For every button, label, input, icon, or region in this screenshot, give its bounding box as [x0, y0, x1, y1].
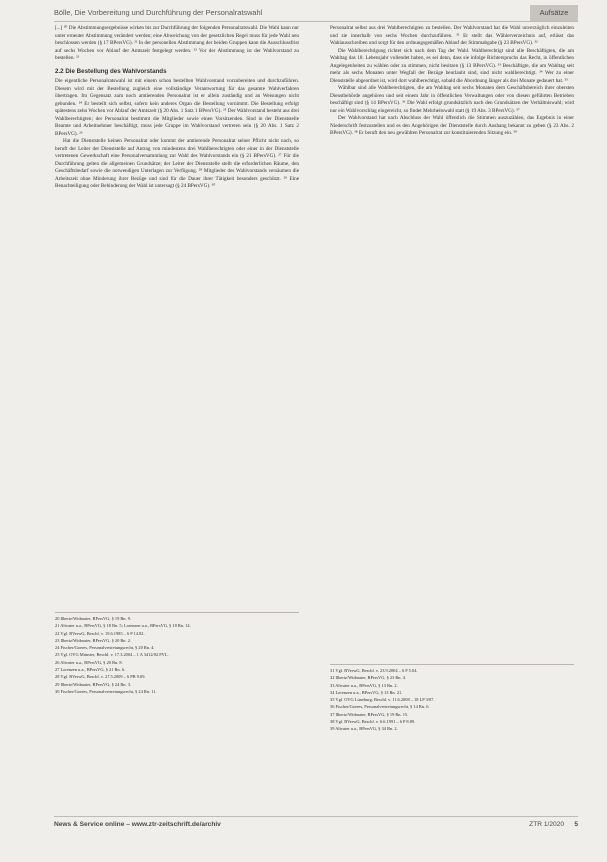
intro-paragraph: [...] ²⁰ Die Abstimmungsergebnisse wirken bis zur Durchführung der folgenden Personalratswahl. Die Wahl kann nur unter erneuter Abstimmung verändert werden; eine Abweichung von der gesetzlichen Regel muss für jede Wahl neu beschlossen werden (§ 17 BPersVG). ²¹ In der personellen Abstimmung der beiden Gruppen kann die Ausschlussfrist auf sechs Wochen vor Ablauf der Amtszeit festgelegt werden. ²² Vor der Abstimmung ist der Wahlvorstand zu bestellen. ²³: [55, 25, 299, 61]
footnote: 28 Vgl. BVerwG, Beschl. v. 27.5.2009 – 6 PB 9.09.: [55, 674, 146, 680]
footnote: 39 Altvater u.a., BPersVG, § 34 Rn. 2.: [330, 726, 398, 732]
footnote: 37 Ilbertz/Widmaier, BPersVG, § 19 Rn. 15.: [330, 711, 409, 717]
footnote: 34 Lorenzen u.a., BPersVG, § 13 Rn. 21.: [330, 689, 403, 695]
footnote: 30 Fischer/Goeres, Personalvertretungsrecht, § 24 Rn. 11.: [55, 688, 157, 694]
running-footer: [54, 816, 578, 833]
section-tab: Aufsätze: [530, 5, 578, 21]
footnote: 29 Ilbertz/Widmaier, BPersVG, § 24 Rn. 3.: [55, 681, 131, 687]
running-header: [54, 5, 578, 22]
footnote: 38 Vgl. BVerwG, Beschl. v. 6.6.1991 – 6 P 8.89.: [330, 719, 416, 725]
header-title: Bölle, Die Vorbereitung und Durchführung der Personalratswahl: [54, 8, 263, 17]
body-paragraph: Der Wahlvorstand hat nach Abschluss der Wahl öffentlich die Stimmen auszuzählen, das Ergebnis in einer Niederschrift festzustellen und es den Angehörigen der Dienststelle durch Aushang bekannt zu geben (§ 23 Abs. 2 BPersVG). ³⁸ Er beruft den neu gewählten Personalrat zur konstituierenden Sitzung ein. ³⁹: [330, 115, 574, 136]
archive-link[interactable]: News & Service online – www.ztr-zeitschrift.de/archiv: [54, 821, 221, 828]
footnote: 27 Lorenzen u.a., BPersVG, § 21 Rn. 6.: [55, 667, 126, 673]
footnote: 35 Vgl. OVG Lüneburg, Beschl. v. 11.6.2008 – 18 LP 3/07.: [330, 697, 435, 703]
body-paragraph: Die Wahlberechtigung richtet sich nach dem Tag der Wahl. Wahlberechtigt sind alle Beschäftigten, die am Wahltag das 18. Lebensjahr vollendet haben, es sei denn, dass sie infolge Richterspruchs das Recht, in öffentlichen Angelegenheiten zu wählen oder zu stimmen, nicht besitzen (§ 13 BPersVG). ³³ Beschäftigte, die am Wahltag seit mehr als sechs Monaten unter Wegfall der Bezüge beurlaubt sind, sind nicht wahlberechtigt. ³⁴ Wer zu einer Dienststelle abgeordnet ist, wird dort wahlberechtigt, sobald die Abordnung länger als drei Monate gedauert hat. ³⁵: [330, 47, 574, 84]
issue-label: ZTR 1/2020: [529, 821, 564, 828]
footnote: 26 Altvater u.a., BPersVG, § 20 Rn. 8.: [55, 659, 123, 665]
footnote: 32 Ilbertz/Widmaier, BPersVG, § 23 Rn. 4.: [330, 675, 406, 681]
footnote: 24 Fischer/Goeres, Personalvertretungsrecht, § 20 Rn. 4.: [55, 645, 155, 651]
footnotes-left: [55, 612, 299, 696]
page-number: 5: [574, 821, 578, 828]
footnote: 25 Vgl. OVG Münster, Beschl. v. 17.3.2004 – 1 A 3412/02.PVL.: [55, 652, 169, 658]
body-paragraph: Personalrat selbst aus drei Wahlberechtigten zu bestellen. Der Wahlvorstand hat die Wahl unverzüglich einzuleiten und sie innerhalb von sechs Wochen durchzuführen. ³¹ Er stellt das Wählerverzeichnis auf, erlässt das Wahlausschreiben und sorgt für den ordnungsgemäßen Ablauf der Stimmabgabe (§ 23 BPersVG). ³²: [330, 25, 574, 46]
body-paragraph: Die eigentliche Personalratswahl ist mit einem schon bestellten Wahlvorstand vorzubereiten und durchzuführen. Diesem wird mit der Bestellung zugleich eine vollständige Verantwortung für das gesamte Wahlverfahren übertragen. Im Gegensatz zum noch amtierenden Personalrat ist er allein zuständig und an Weisungen nicht gebunden. ²⁴ Er bestellt sich selbst, sofern kein anderes Organ die Bestellung vornimmt. Die Bestellung erfolgt spätestens zehn Wochen vor Ablauf der Amtszeit (§ 20 Abs. 1 Satz 1 BPersVG). ²⁵ Der Wahlvorstand besteht aus drei Wahlberechtigten; der Personalrat bestimmt die Mitglieder sowie einen Vorsitzenden. Sind in der Dienststelle Beamte und Arbeitnehmer beschäftigt, muss jede Gruppe im Wahlvorstand vertreten sein (§ 20 Abs. 1 Satz 2 BPersVG). ²⁶: [55, 78, 299, 137]
footnote: 20 Ilbertz/Widmaier, BPersVG, § 19 Rn. 9.: [55, 616, 131, 621]
footnote: 22 Vgl. BVerwG, Beschl. v. 19.6.1985 – 6 P 14.82.: [55, 630, 145, 636]
right-column: [330, 25, 574, 138]
footnote: 21 Altvater u.a., BPersVG, § 18 Rn. 5; Lorenzen u.a., BPersVG, § 18 Rn. 14.: [55, 623, 191, 629]
footnote: 31 Vgl. BVerwG, Beschl. v. 23.9.2004 – 6 P 5.04.: [330, 668, 418, 673]
body-paragraph: Hat die Dienststelle keinen Personalrat oder kommt der amtierende Personalrat seiner Pflicht nicht nach, so beruft der Leiter der Dienststelle auf Antrag von mindestens drei Wahlberechtigten oder einer in der Dienststelle vertretenen Gewerkschaft eine Personalversammlung zur Wahl des Wahlvorstands ein (§ 21 BPersVG). ²⁷ Für die Durchführung gelten die allgemeinen Grundsätze; der Leiter der Dienststelle stellt die erforderlichen Räume, den Geschäftsbedarf sowie die notwendigen Unterlagen zur Verfügung. ²⁸ Mitglieder des Wahlvorstands versäumen die Arbeitszeit ohne Minderung ihrer Bezüge und sind für die Dauer ihrer Tätigkeit besonders geschützt. ²⁹ Eine Benachteiligung oder Behinderung der Wahl ist untersagt (§ 24 BPersVG). ³⁰: [55, 138, 299, 189]
left-column: [55, 25, 299, 191]
footnote: 36 Fischer/Goeres, Personalvertretungsrecht, § 14 Rn. 6.: [330, 704, 430, 710]
section-heading: 2.2 Die Bestellung des Wahlvorstands: [55, 67, 167, 75]
footnotes-right: [330, 664, 574, 734]
footnote: 33 Altvater u.a., BPersVG, § 13 Rn. 2.: [330, 682, 398, 688]
body-paragraph: Wählbar sind alle Wahlberechtigten, die am Wahltag seit sechs Monaten dem Geschäftsbereich ihrer obersten Dienstbehörde angehören und seit einem Jahr in öffentlichen Verwaltungen oder von diesen geführten Betrieben beschäftigt sind (§ 14 BPersVG). ³⁶ Die Wahl erfolgt grundsätzlich nach den Grundsätzen der Verhältniswahl; wird nur ein Wahlvorschlag eingereicht, so findet Mehrheitswahl statt (§ 19 Abs. 3 BPersVG). ³⁷: [330, 85, 574, 114]
footnote: 23 Ilbertz/Widmaier, BPersVG, § 20 Rn. 2.: [55, 637, 131, 643]
